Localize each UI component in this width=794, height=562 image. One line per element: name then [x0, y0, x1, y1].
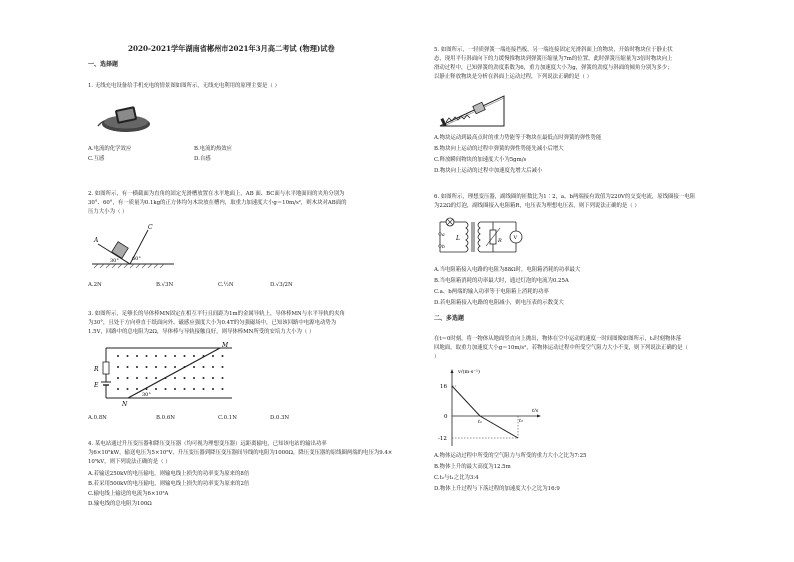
q4-option-c: C.输电线上输送的电流为6×10³A — [88, 491, 169, 497]
field-dot — [117, 377, 119, 379]
field-dot — [193, 377, 195, 379]
inclined-groove-figure — [90, 220, 176, 270]
label-b-terminal: b — [442, 245, 445, 250]
label-n: N — [122, 401, 128, 408]
q1-option-c: C.互感 — [88, 156, 105, 162]
q1-option-a: A.电流的化学效应 — [88, 146, 132, 152]
field-dot — [212, 366, 214, 368]
q3-option-c: C.0.1N — [218, 415, 237, 421]
field-dot — [165, 366, 167, 368]
field-dot — [222, 366, 224, 368]
x-axis-arrow-icon — [537, 415, 541, 418]
q5-option-a: A.物块运动到最高点时的重力势能等于物块在最低点时弹簧的弹性势能 — [434, 135, 602, 141]
q7-stem-line1: 在t＝0时刻，将一物体从地面竖直向上抛出，物体在空中运动的速度一时间图像如图所示，t₁时刻物体落 — [434, 336, 682, 342]
q6-option-d: D.若电阻箱接入电路的电阻减小，则电压表的示数变大 — [434, 300, 564, 306]
transformer-circuit-figure — [436, 214, 526, 258]
field-dot — [203, 366, 205, 368]
spring-incline-figure — [438, 92, 508, 130]
field-dot — [155, 366, 157, 368]
field-dot — [136, 388, 138, 390]
q4-stem-line1: 4. 某电站通过升压变压器和降压变压器（均可视为理想变压器）远距离输电，已知该电站的输出功率 — [88, 441, 327, 447]
q7-stem-line3: ） — [434, 354, 440, 360]
field-dot — [184, 355, 186, 357]
q3-stem-line3: 1.5V，回路中的总电阻为2Ω，导体棒与导轨接触良好，则导体棒MN所受的安培力大小为（ ） — [88, 329, 315, 335]
field-dot — [184, 388, 186, 390]
q6-stem-line1: 6. 如图所示，理想变压器，副线圈的匝数比为1∶2，a、b两端接有效值为220V的交变电流，原线圈接一电阻 — [434, 194, 695, 200]
wireless-charger-figure — [96, 98, 154, 136]
q7-option-d: D.物体上升过程与下落过程的加速度大小之比为16:9 — [434, 486, 560, 492]
q5-stem-line1: 5. 如图所示，一轻质弹簧一端连接挡板，另一端连接固定光滑斜面上的物块，开始时物块位于静止状 — [434, 47, 673, 53]
y-tick-0: 0 — [444, 414, 448, 420]
y-tick-16: 16 — [440, 384, 447, 390]
q7-stem-line2: 回地面，取重力加速度大小g＝10m/s²，若物体运动过程中所受空气阻力大小不变，则下列说法正确的是（ — [434, 345, 688, 351]
field-dot — [117, 366, 119, 368]
q2-option-c: C.½N — [218, 282, 234, 288]
q5-option-d: D.物块向上运动的过程中加速度先增大后减小 — [434, 168, 543, 174]
angle-label: 30° — [142, 392, 151, 398]
q3-stem-line2: 为30°，且处于方向垂直于纸面向外、磁感应强度大小为0.4T的匀强磁场中，已知该回路中电源电动势为 — [88, 320, 337, 326]
field-dot — [193, 355, 195, 357]
field-dot — [174, 355, 176, 357]
q5-stem-line2: 态，现用平行斜面向下的力缓慢推物块到弹簧压缩量为7m的位置，此时弹簧压缩量为3倍时物块向上 — [434, 56, 673, 62]
q3-stem-line1: 3. 如图所示，足够长的导体棒MN固定在相互平行且间距为1m的金属导轨上，导体棒MN与水平导轨的夹角 — [88, 311, 345, 317]
q4-stem-line3: 10⁵kV，则下列说法正确的是（ ） — [88, 459, 171, 465]
field-dot — [127, 388, 129, 390]
magnetic-field-rails-figure — [92, 340, 242, 410]
field-dot — [212, 355, 214, 357]
field-dot — [193, 388, 195, 390]
field-dot — [136, 366, 138, 368]
field-dot — [222, 377, 224, 379]
field-dot — [136, 377, 138, 379]
q2-stem-line1: 2. 如图所示，有一横截面为直角的固定光滑槽放置在水平地面上，AB 面、BC面与水平地面间的夹角分别为 — [88, 191, 345, 197]
q2-option-d: D.√3/2N — [270, 282, 293, 288]
label-r-box: R — [498, 238, 502, 244]
q7-option-b: B.物体上升的最大高度为12.5m — [434, 464, 511, 470]
y-tick-neg12: -12 — [438, 436, 447, 442]
voltmeter-label: V — [513, 235, 518, 241]
field-dot — [136, 355, 138, 357]
velocity-time-graph — [434, 366, 544, 448]
field-dot — [117, 388, 119, 390]
q3-option-d: D.0.3N — [270, 415, 290, 421]
field-dot — [146, 377, 148, 379]
field-dot — [146, 388, 148, 390]
velocity-segment-falling — [480, 416, 518, 438]
angle-60-label: 60° — [132, 256, 141, 262]
field-dot — [117, 355, 119, 357]
q2-stem-line2: 30°、60°，有一质量为0.1kg的正方体均匀木块放在槽内，取重力加速度大小g＝10m/s²，则木块对AB面的 — [88, 200, 347, 206]
field-dot — [184, 377, 186, 379]
q4-option-b: B.若采用500kV的电压输电，则输电线上损失的功率变为原来的2倍 — [88, 481, 250, 487]
label-e: E — [94, 382, 99, 389]
q2-option-b: B.√3N — [156, 282, 174, 288]
t2-label: t₂ — [519, 418, 524, 424]
field-dot — [174, 366, 176, 368]
angle-30-label: 30° — [110, 258, 119, 264]
y-axis-label: v/(m·s⁻¹) — [458, 369, 480, 375]
field-dot — [193, 366, 195, 368]
q6-option-b: B.当电阻箱消耗的功率最大时，通过灯泡的电流为0.25A — [434, 278, 569, 284]
q4-option-a: A.若输送250kV的电压输电，则输电线上损失的功率变为原来的8倍 — [88, 471, 250, 477]
field-dot — [155, 388, 157, 390]
q1-option-b: B.电流的热效应 — [194, 146, 233, 152]
field-dot — [222, 388, 224, 390]
q6-option-c: C.a、b两端的输入功率等于电阻箱上消耗的功率 — [434, 289, 549, 295]
field-dot — [165, 388, 167, 390]
field-dot — [146, 366, 148, 368]
q6-option-a: A.当电阻箱接入电路的电阻为88Ω时，电阻箱消耗的功率最大 — [434, 267, 581, 273]
q5-stem-line3: 滑动过程中，已知弹簧的劲度系数为6，重力加速度大小为g，弹簧的劲度与斜面的倾角分别为多少； — [434, 65, 673, 71]
field-dot — [155, 377, 157, 379]
t1-label: t₁ — [478, 419, 483, 425]
label-m: M — [222, 342, 229, 349]
q5-option-b: B.物块向上运动的过程中弹簧的弹性势能先减小后增大 — [434, 146, 564, 152]
field-dot — [203, 377, 205, 379]
x-axis-label: t/s — [532, 408, 539, 414]
field-dot — [146, 355, 148, 357]
q5-stem-line4: 以静止释放物块是分析在斜面上运动过程，下列说法正确的是（ ） — [434, 74, 593, 80]
label-r: R — [94, 366, 99, 373]
field-dot — [184, 366, 186, 368]
field-dot — [203, 355, 205, 357]
section-heading-multi-choice: 二、多选题 — [434, 315, 465, 322]
field-dot — [212, 388, 214, 390]
label-a: A — [94, 237, 99, 244]
q1-option-d: D.自感 — [194, 156, 211, 162]
q4-stem-line2: 为6×10⁵kW，输送电压为5×10⁵V，升压变压器到降压变压器间导线的电阻为1000Ω，降压变压器的原线圈两端的电压为9.4× — [88, 450, 393, 456]
y-axis-arrow-icon — [451, 369, 454, 373]
field-dot — [174, 377, 176, 379]
q7-option-c: C.t₂与t₁之比为3:4 — [434, 475, 479, 481]
label-a-terminal: a — [442, 233, 445, 238]
field-dot — [203, 388, 205, 390]
field-dot — [212, 377, 214, 379]
field-dot — [127, 355, 129, 357]
q4-option-d: D.输电线的总电阻为100Ω — [88, 501, 152, 507]
q5-option-c: C.释放瞬间物块的加速度大小为5gm/s — [434, 157, 527, 163]
section-heading-single-choice: 一、选择题 — [88, 61, 119, 68]
field-dot — [174, 388, 176, 390]
q3-option-b: B.0.6N — [156, 415, 175, 421]
label-l: L — [456, 235, 460, 242]
page-title: 2020-2021学年湖南省郴州市2021年3月高二考试 (物理)试卷 — [128, 44, 335, 53]
label-c: C — [148, 224, 153, 231]
field-dot — [165, 355, 167, 357]
q2-stem-line3: 压力大小为（ ） — [88, 209, 128, 215]
field-dot — [155, 355, 157, 357]
q2-option-a: A.2N — [88, 282, 102, 288]
field-dot — [127, 377, 129, 379]
q3-option-a: A.0.8N — [88, 415, 107, 421]
velocity-segment-rising — [452, 386, 480, 416]
field-dot — [222, 355, 224, 357]
field-dot — [165, 377, 167, 379]
q1-stem: 1. 无线充电设备给手机充电的情景图如图所示，无线充电利用的原理主要是（ ） — [88, 83, 280, 89]
q7-option-a: A.物体运动过程中所受的空气阻力与所受的重力大小之比为7:25 — [434, 453, 587, 459]
q6-stem-line2: 为22Ω的灯泡，副线圈接入电阻箱R，电压表为理想电压表，则下列说法正确的是（ ） — [434, 203, 640, 209]
field-dot — [127, 366, 129, 368]
